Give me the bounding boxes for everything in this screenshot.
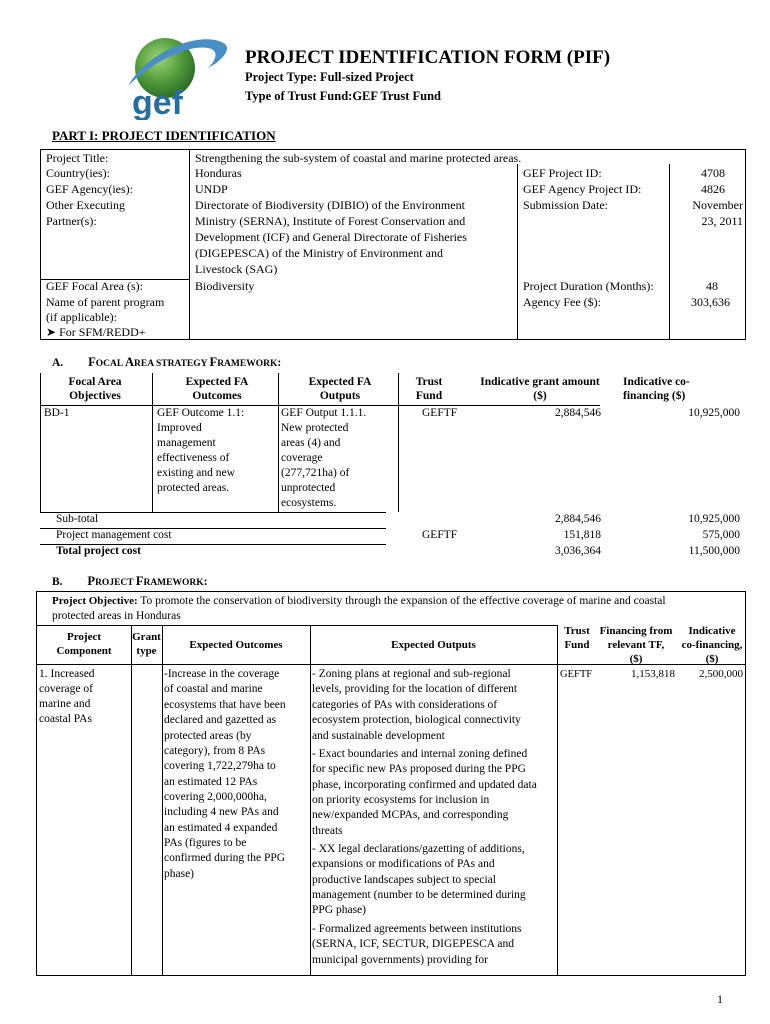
outcome-line: covering 1,722,279ha to	[164, 760, 276, 772]
header-trust-fund: Trust	[415, 376, 443, 388]
subtotal-label: Sub-total	[56, 513, 99, 525]
project-title-value: Strengthening the sub-system of coastal and marine protected areas.	[195, 151, 522, 165]
project-title-label: Project Title:	[46, 151, 109, 165]
objective-text: To promote the conservation of biodiversity through the expansion of the effective coverage of marine and coastal	[137, 595, 666, 607]
outcome-line: protected areas.	[157, 482, 230, 494]
pmc-grant: 151,818	[563, 529, 601, 541]
heading-part: REA STRATEGY	[134, 359, 210, 369]
duration-label: Project Duration (Months):	[523, 279, 654, 293]
header-objectives: Focal Area	[68, 376, 122, 388]
outcome-line: declared and gazetted as	[164, 714, 277, 726]
trust-fund-label: Type of Trust Fund:	[245, 89, 353, 103]
parent-program-label: Name of parent program	[46, 295, 165, 309]
output-line: new/expanded MCPAs, and corresponding	[312, 809, 509, 821]
pmc-cofin: 575,000	[702, 529, 740, 541]
outcome-line: an estimated 4 expanded	[164, 822, 278, 834]
heading-part: A	[125, 355, 135, 369]
project-type-line	[245, 70, 414, 85]
divider	[557, 625, 558, 975]
executing-value-line: Development (ICF) and General Directorate of Fisheries	[195, 230, 467, 244]
fund-value: GEFTF	[560, 669, 593, 680]
focal-area-table	[40, 373, 746, 561]
output-line: - Exact boundaries and internal zoning defined	[312, 748, 528, 760]
output-line: ecosystems.	[281, 497, 337, 509]
output-line: for specific new PAs proposed during the PPG	[312, 763, 526, 775]
header-cofin-2: financing ($)	[623, 390, 686, 402]
header-component: Project	[67, 631, 101, 643]
output-line: - Zoning plans at regional and sub-regional	[312, 668, 511, 680]
output-line: categories of PAs with considerations of	[312, 699, 498, 711]
divider	[131, 625, 132, 975]
header-cofin-3: ($)	[705, 653, 719, 665]
subtotal-grant: 2,884,546	[555, 513, 601, 525]
header-outputs: Expected FA	[308, 376, 372, 388]
output-line: areas (4) and	[281, 437, 341, 449]
outcome-line: an estimated 12 PAs	[164, 776, 258, 788]
heading-part: RAMEWORK	[217, 359, 278, 369]
output-line: and sustainable development	[312, 730, 445, 742]
output-line: levels, providing for the location of different	[312, 683, 518, 695]
component-line: 1. Increased	[39, 668, 95, 680]
header-financing-2: relevant TF,	[607, 639, 665, 651]
output-line: (SERNA, ICF, SECTUR, DIGEPESCA and	[312, 938, 514, 950]
output-line: ecosystem protection, biological connectivity	[312, 714, 521, 726]
output-line: (277,721ha) of	[281, 467, 350, 479]
focal-area-label: GEF Focal Area (s):	[46, 279, 143, 293]
submission-date-value-2: 23, 2011	[701, 214, 743, 228]
output-line: - XX legal declarations/gazetting of additions,	[312, 843, 525, 855]
agency-value: UNDP	[195, 182, 228, 196]
executing-value-line: Livestock (SAG)	[195, 262, 278, 276]
executing-value-line: Ministry (SERNA), Institute of Forest Conservation and	[195, 214, 466, 228]
outcome-line: covering 2,000,000ha,	[164, 791, 267, 803]
duration-value: 48	[706, 279, 718, 293]
objective-value: BD-1	[44, 407, 70, 419]
grant-value: 2,884,546	[555, 407, 601, 419]
submission-date-value: November	[692, 198, 743, 212]
output-line: PPG phase)	[312, 904, 366, 916]
parent-program-label-2: (if applicable):	[46, 310, 117, 324]
agency-project-id-label: GEF Agency Project ID:	[523, 182, 642, 196]
heading-part: :	[277, 357, 282, 369]
outcome-line: management	[157, 437, 216, 449]
heading-part: RAMEWORK	[143, 578, 204, 588]
outcome-line: GEF Outcome 1.1:	[157, 407, 245, 419]
executing-label-2: Partner(s):	[46, 214, 97, 228]
output-line: management (number to be determined during	[312, 889, 526, 901]
header-outcomes: Expected FA	[185, 376, 249, 388]
divider	[517, 164, 518, 339]
pmc-fund: GEFTF	[422, 529, 458, 541]
outcome-line: category), from 8 PAs	[164, 745, 266, 757]
outcome-line: of coastal and marine	[164, 683, 263, 695]
output-line: unprotected	[281, 482, 336, 494]
divider	[278, 373, 279, 512]
outcome-line: PAs (figures to be	[164, 837, 247, 849]
financing-value: 1,153,818	[631, 668, 675, 680]
section-a-heading	[52, 355, 281, 372]
output-line: GEF Output 1.1.1.	[281, 407, 367, 419]
header-cofin: Indicative	[688, 625, 736, 637]
outcome-line: effectiveness of	[157, 452, 230, 464]
section-a-letter: A.	[52, 357, 64, 369]
total-label: Total project cost	[56, 545, 141, 557]
country-label: Country(ies):	[46, 166, 110, 180]
agency-label: GEF Agency(ies):	[46, 182, 133, 196]
executing-value-line: (DIGEPESCA) of the Ministry of Environment and	[195, 246, 443, 260]
component-line: coastal PAs	[39, 713, 92, 725]
objective-text-2: protected areas in Honduras	[52, 610, 181, 622]
heading-part: F	[135, 574, 144, 588]
submission-date-label: Submission Date:	[523, 198, 609, 212]
component-line: coverage of	[39, 683, 93, 695]
part1-heading: PART I: PROJECT IDENTIFICATION	[52, 128, 276, 143]
divider	[40, 373, 41, 512]
divider	[310, 625, 311, 975]
header-financing-3: ($)	[629, 653, 643, 665]
output-line: municipal governments) providing for	[312, 954, 488, 966]
cofin-value: 2,500,000	[699, 668, 743, 680]
header-grant-2: ($)	[533, 390, 547, 402]
header-objectives-2: Objectives	[69, 390, 121, 402]
country-value: Honduras	[195, 166, 242, 180]
output-line: expansions or modifications of PAs and	[312, 858, 495, 870]
cofin-value: 10,925,000	[688, 407, 740, 419]
divider	[162, 625, 163, 975]
section-b-letter: B.	[52, 576, 63, 588]
page-number: 1	[717, 992, 723, 1006]
header-grant-2: type	[136, 645, 157, 657]
header-cofin: Indicative co-	[623, 376, 690, 388]
outcome-line: Improved	[157, 422, 202, 434]
output-line: phase, incorporating confirmed and updated data	[312, 779, 537, 791]
output-line: threats	[312, 825, 343, 837]
agency-fee-label: Agency Fee ($):	[523, 295, 601, 309]
fund-value: GEFTF	[422, 407, 458, 419]
logo-text: gef	[132, 84, 183, 120]
project-type-value: Full-sized Project	[319, 70, 414, 84]
divider	[669, 164, 670, 339]
subtotal-cofin: 10,925,000	[688, 513, 740, 525]
component-line: marine and	[39, 698, 91, 710]
output-line: productive landscapes subject to special	[312, 874, 496, 886]
trust-fund-line	[245, 89, 441, 104]
header-cofin-2: co-financing,	[681, 639, 743, 651]
header-component-2: Component	[56, 645, 112, 657]
divider	[398, 373, 399, 512]
output-line: coverage	[281, 452, 323, 464]
total-grant: 3,036,364	[555, 545, 601, 557]
header-outputs-2: Outputs	[319, 390, 361, 402]
gef-logo	[120, 28, 232, 120]
header-outcomes-2: Outcomes	[192, 390, 242, 402]
output-line: - Formalized agreements between institutions	[312, 923, 522, 935]
outcome-line: including 4 new PAs and	[164, 806, 279, 818]
project-id-label: GEF Project ID:	[523, 166, 602, 180]
page-title: PROJECT IDENTIFICATION FORM (PIF)	[245, 47, 611, 68]
executing-value-line: Directorate of Biodiversity (DIBIO) of the Environment	[195, 198, 465, 212]
outcome-line: phase)	[164, 868, 195, 880]
heading-part: ROJECT	[95, 578, 136, 588]
header-expected-outputs: Expected Outputs	[391, 639, 476, 651]
divider	[189, 150, 190, 339]
project-identification-table	[40, 149, 746, 340]
heading-part: :	[203, 576, 208, 588]
heading-part: OCAL	[95, 359, 126, 369]
header-trust-fund-2: Fund	[415, 390, 443, 402]
outcome-line: ecosystems that have been	[164, 699, 286, 711]
section-b-heading	[52, 574, 207, 591]
total-cofin: 11,500,000	[688, 545, 740, 557]
heading-part: P	[87, 574, 96, 588]
project-id-value: 4708	[701, 166, 725, 180]
heading-part: F	[209, 355, 218, 369]
outcome-line: protected areas (by	[164, 730, 252, 742]
outcome-line: confirmed during the PPG	[164, 852, 286, 864]
outcome-line: -Increase in the coverage	[164, 668, 280, 680]
header-trust-fund: Trust	[564, 625, 590, 637]
objective-label: Project Objective:	[52, 595, 138, 607]
header-financing: Financing from	[599, 625, 673, 637]
agency-fee-value: 303,636	[691, 295, 730, 309]
header-expected-outcomes: Expected Outcomes	[189, 639, 283, 651]
project-framework-table	[36, 591, 746, 976]
divider	[152, 373, 153, 512]
sfm-redd-label: For SFM/REDD+	[59, 325, 146, 339]
heading-part: F	[88, 355, 96, 369]
executing-label: Other Executing	[46, 198, 125, 212]
output-line: on priority ecosystems for inclusion in	[312, 794, 490, 806]
header-grant: Grant	[132, 631, 161, 643]
outcome-line: existing and new	[157, 467, 235, 479]
agency-project-id-value: 4826	[701, 182, 725, 196]
trust-fund-value: GEF Trust Fund	[352, 89, 441, 103]
output-line: New protected	[281, 422, 349, 434]
focal-area-value: Biodiversity	[195, 279, 255, 293]
project-type-label: Project Type:	[245, 70, 317, 84]
sfm-redd-item	[46, 325, 146, 340]
header-trust-fund-2: Fund	[564, 639, 590, 651]
arrow-bullet-icon: ➤	[46, 325, 57, 339]
pmc-label: Project management cost	[56, 529, 172, 541]
divider	[37, 625, 557, 626]
header-grant: Indicative grant amount	[480, 376, 600, 388]
project-objective	[52, 594, 666, 609]
